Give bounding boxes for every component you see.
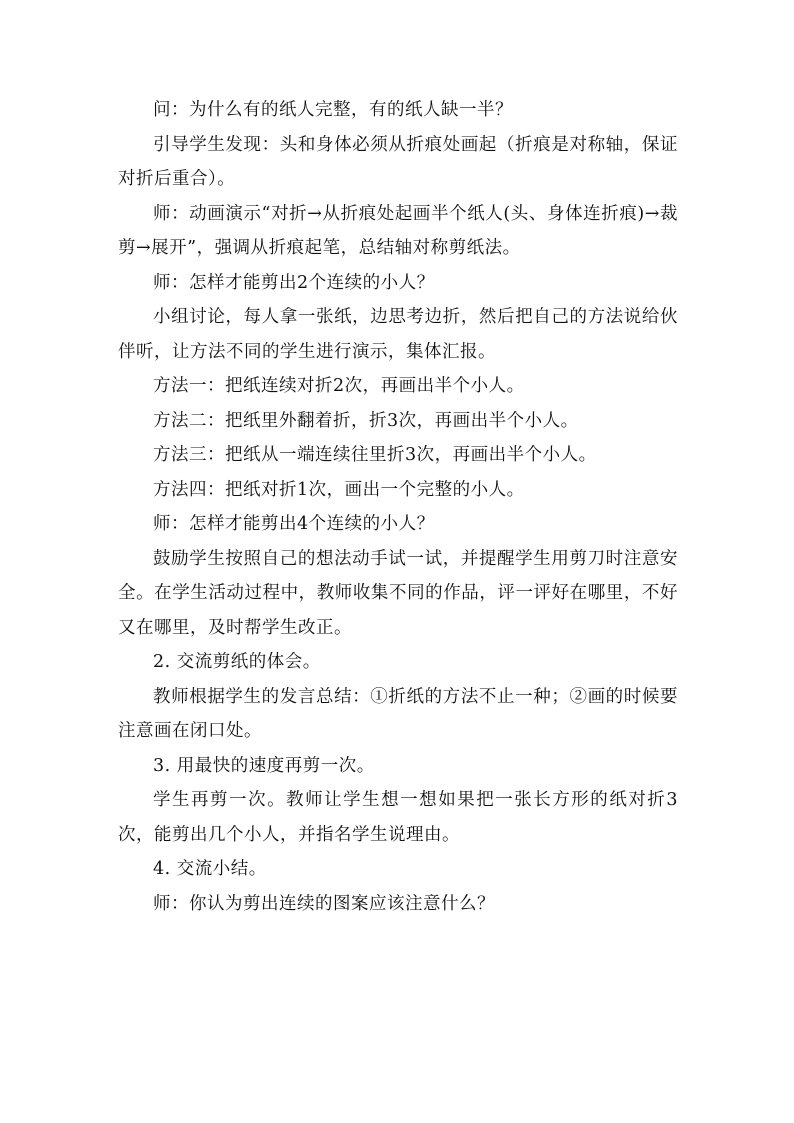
guidance-paragraph: 引导学生发现：头和身体必须从折痕处画起（折痕是对称轴，保证对折后重合）。 — [118, 134, 678, 189]
section-two-heading: 2. 交流剪纸的体会。 — [153, 652, 321, 672]
method-three-paragraph: 方法三：把纸从一端连续往里折3次，再画出半个小人。 — [153, 445, 597, 465]
method-four-paragraph: 方法四：把纸对折1次，画出一个完整的小人。 — [153, 479, 525, 500]
final-question-paragraph: 师：你认为剪出连续的图案应该注意什么？ — [153, 893, 495, 914]
group-discussion-paragraph: 小组讨论，每人拿一张纸，边思考边折，然后把自己的方法说给伙伴听，让方法不同的学生进行演示，集体汇报。 — [118, 307, 678, 362]
section-three-heading: 3. 用最快的速度再剪一次。 — [153, 755, 375, 776]
teacher-demo-paragraph: 师：动画演示“对折→从折痕处起画半个纸人(头、身体连折痕)→裁剪→展开”，强调从折痕起笔，总结轴对称剪纸法。 — [118, 203, 678, 258]
question-paragraph: 问：为什么有的纸人完整，有的纸人缺一半？ — [153, 100, 513, 120]
document-body — [118, 93, 678, 921]
encourage-paragraph: 鼓励学生按照自己的想法动手试一试，并提醒学生用剪刀时注意安全。在学生活动过程中，教师收集不同的作品，评一评好在哪里，不好又在哪里，及时帮学生改正。 — [118, 548, 678, 638]
teacher-question-two-paragraph: 师：怎样才能剪出2个连续的小人？ — [153, 272, 435, 293]
section-four-heading: 4. 交流小结。 — [153, 859, 267, 879]
recut-paragraph: 学生再剪一次。教师让学生想一想如果把一张长方形的纸对折3次，能剪出几个小人，并指名学生说理由。 — [118, 790, 678, 845]
method-two-paragraph: 方法二：把纸里外翻着折，折3次，再画出半个小人。 — [153, 410, 579, 431]
method-one-paragraph: 方法一：把纸连续对折2次，再画出半个小人。 — [153, 376, 525, 396]
teacher-question-four-paragraph: 师：怎样才能剪出4个连续的小人？ — [153, 514, 435, 534]
summary-paragraph: 教师根据学生的发言总结：①折纸的方法不止一种；②画的时候要注意画在闭口处。 — [118, 686, 678, 741]
